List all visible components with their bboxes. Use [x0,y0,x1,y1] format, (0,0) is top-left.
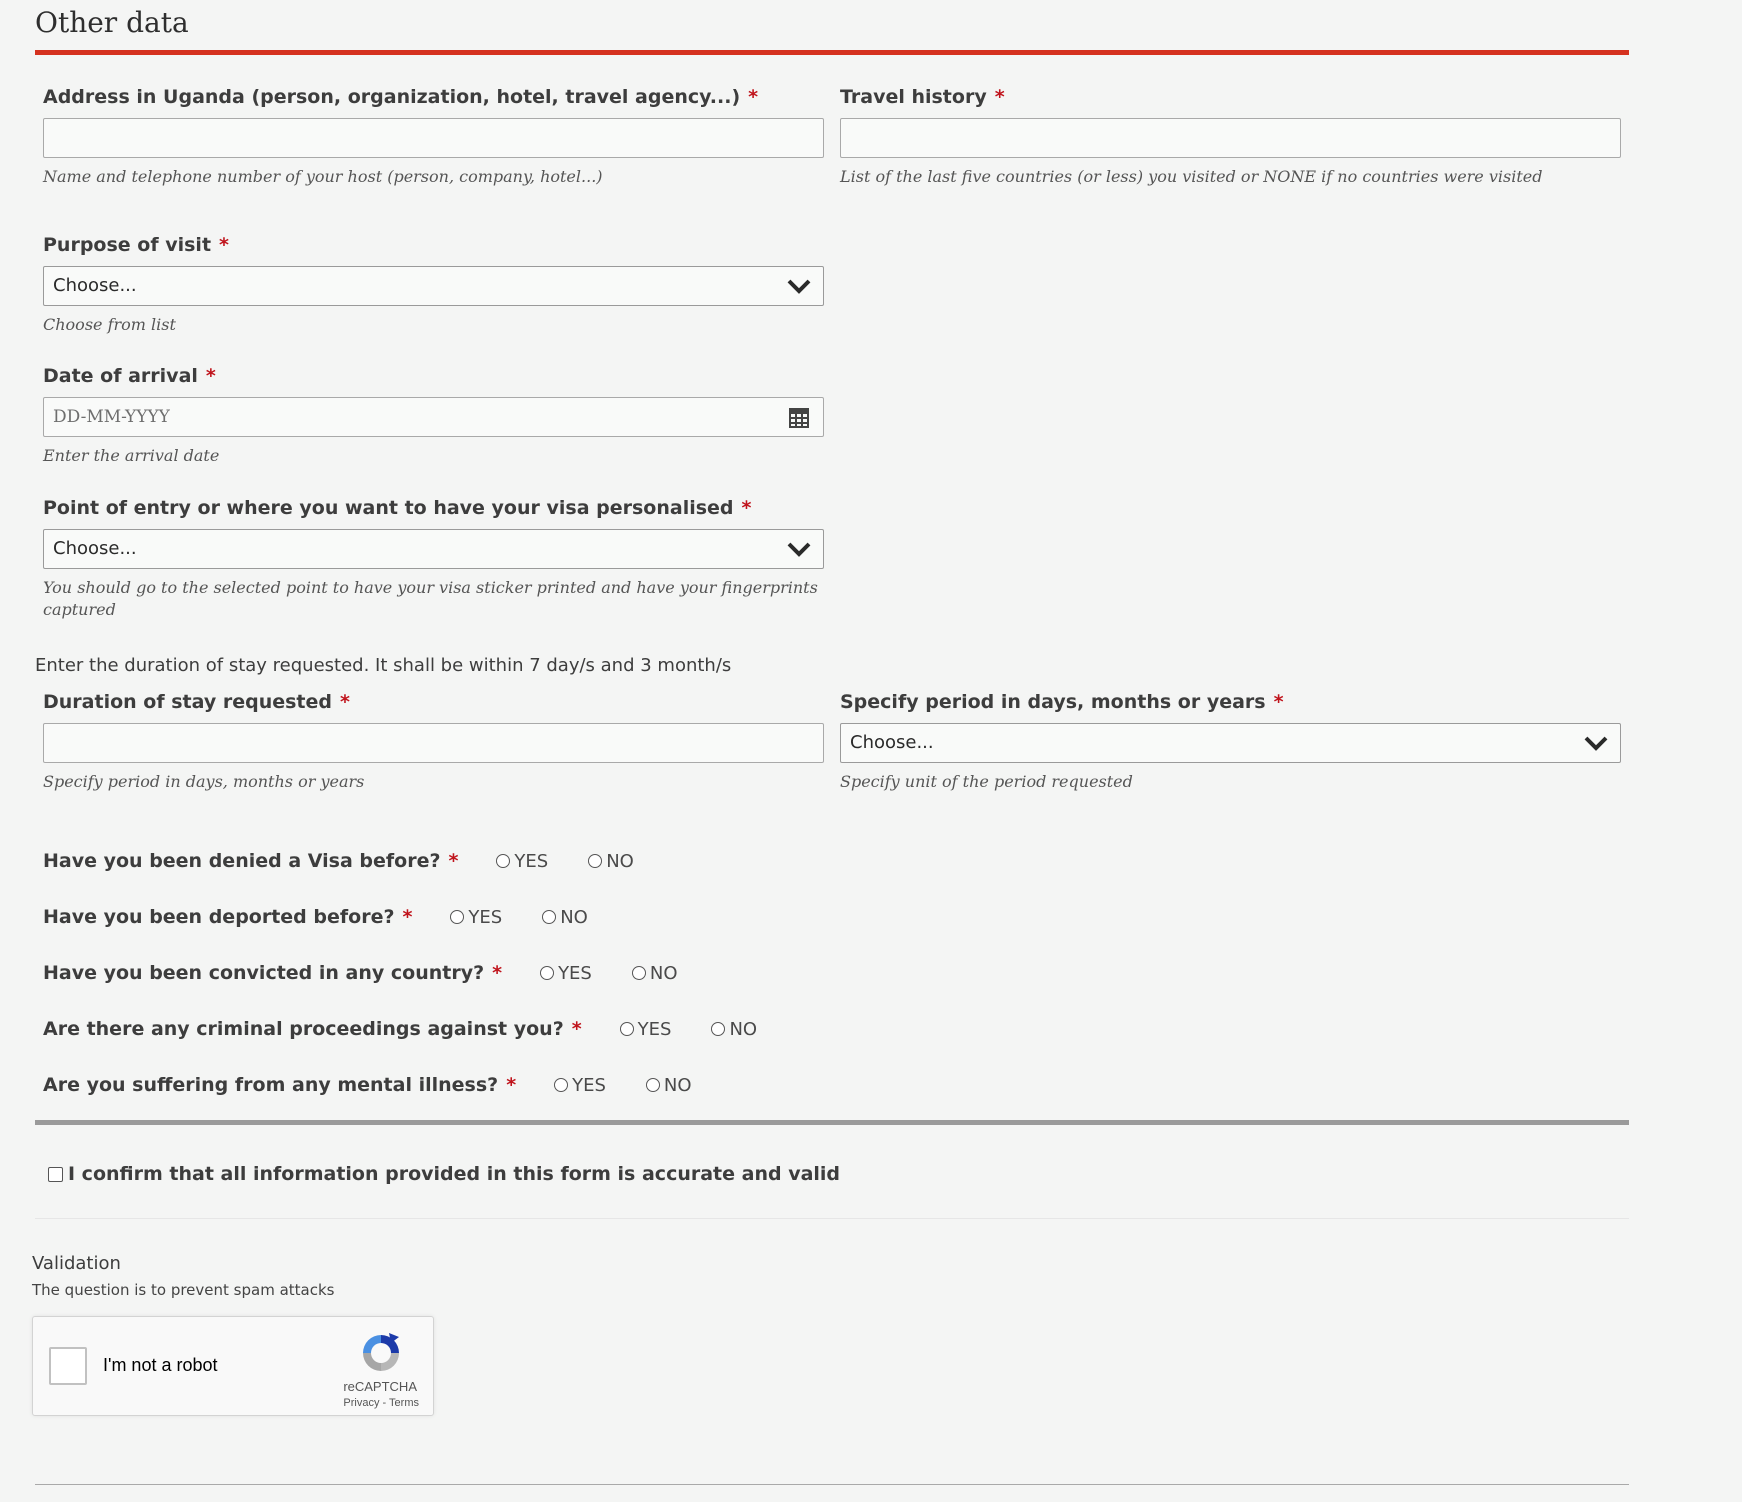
yes-label: YES [468,906,503,928]
no-option[interactable] [632,963,678,984]
no-label: NO [649,962,678,984]
no-option[interactable] [542,907,588,928]
period-unit-selected: Choose... [850,732,934,753]
address-help: Name and telephone number of your host (person, company, hotel...) [43,167,603,186]
section-divider [35,1120,1629,1125]
divider [35,1218,1629,1219]
required-marker: * [340,691,350,713]
chevron-down-icon [787,277,811,295]
period-unit-select[interactable] [840,723,1621,763]
yes-option[interactable] [554,1075,606,1096]
required-marker: * [741,497,752,519]
required-marker: * [402,906,413,928]
arrival-date-input[interactable] [43,397,824,437]
question-label: Have you been denied a Visa before? * [43,850,459,872]
required-marker: * [994,86,1005,108]
validation-title: Validation [32,1253,121,1274]
yes-label: YES [572,1074,606,1096]
no-label: NO [729,1018,758,1040]
question-label: Are there any criminal proceedings against you? * [43,1018,582,1040]
validation-subtitle: The question is to prevent spam attacks [32,1281,335,1299]
radio-button[interactable] [711,1022,725,1036]
purpose-help: Choose from list [43,315,176,334]
divider [35,1484,1629,1485]
travel-history-help: List of the last five countries (or less) you visited or NONE if no countries were visited [840,167,1543,186]
recaptcha-brand: reCAPTCHA [343,1379,417,1394]
radio-button[interactable] [554,1078,568,1092]
duration-label: Duration of stay requested * [43,691,350,713]
question-label: Have you been convicted in any country? * [43,962,503,984]
radio-button[interactable] [450,910,464,924]
address-label: Address in Uganda (person, organization, hotel, travel agency...) * [43,86,759,108]
yes-option[interactable] [620,1019,672,1040]
required-marker: * [571,1018,582,1040]
question-row [43,1018,757,1040]
radio-button[interactable] [588,854,602,868]
yes-label: YES [637,1018,672,1040]
confirm-checkbox[interactable] [48,1167,63,1182]
no-option[interactable] [588,851,634,872]
required-marker: * [748,86,759,108]
address-input[interactable] [43,118,824,158]
yes-option[interactable] [496,851,548,872]
purpose-select[interactable] [43,266,824,306]
duration-help: Specify period in days, months or years [43,772,365,791]
question-row [43,1074,692,1096]
required-marker: * [506,1074,517,1096]
yes-label: YES [514,850,549,872]
chevron-down-icon [1584,734,1608,752]
no-label: NO [663,1074,692,1096]
yes-option[interactable] [540,963,592,984]
section-divider [35,50,1629,55]
arrival-placeholder: DD-MM-YYYY [53,407,170,427]
recaptcha-links[interactable]: Privacy - Terms [343,1397,419,1409]
duration-note: Enter the duration of stay requested. It shall be within 7 day/s and 3 month/s [35,655,732,676]
question-row [43,906,588,928]
travel-history-input[interactable] [840,118,1621,158]
question-label: Are you suffering from any mental illness? * [43,1074,517,1096]
confirm-checkbox-row[interactable] [48,1163,840,1185]
no-label: NO [560,906,588,928]
radio-button[interactable] [540,966,554,980]
required-marker: * [492,962,503,984]
recaptcha-label: I'm not a robot [103,1355,218,1375]
question-label: Have you been deported before? * [43,906,413,928]
required-marker: * [1273,691,1284,713]
recaptcha-logo-icon [359,1331,403,1375]
duration-input[interactable] [43,723,824,763]
entry-point-selected: Choose... [53,538,137,559]
confirm-label: I confirm that all information provided in this form is accurate and valid [68,1163,841,1185]
purpose-selected: Choose... [53,275,137,296]
entry-point-help: You should go to the selected point to have your visa sticker printed and have your fingerprints captured [43,578,818,619]
chevron-down-icon [787,540,811,558]
required-marker: * [219,234,229,256]
section-title: Other data [35,6,189,39]
yes-option[interactable] [450,907,502,928]
question-row [43,850,634,872]
period-unit-help: Specify unit of the period requested [840,772,1133,791]
radio-button[interactable] [632,966,646,980]
yes-label: YES [558,962,592,984]
radio-button[interactable] [496,854,510,868]
required-marker: * [205,365,216,387]
calendar-icon[interactable] [789,408,809,428]
recaptcha-checkbox[interactable] [49,1347,87,1385]
entry-point-select[interactable] [43,529,824,569]
radio-button[interactable] [620,1022,634,1036]
radio-button[interactable] [542,910,556,924]
question-row [43,962,678,984]
period-unit-label: Specify period in days, months or years * [840,691,1284,713]
entry-point-label: Point of entry or where you want to have your visa personalised * [43,497,752,519]
no-option[interactable] [646,1075,692,1096]
no-option[interactable] [711,1019,757,1040]
arrival-label: Date of arrival * [43,365,216,387]
required-marker: * [448,850,459,872]
travel-history-label: Travel history * [840,86,1005,108]
radio-button[interactable] [646,1078,660,1092]
arrival-help: Enter the arrival date [43,446,220,465]
no-label: NO [606,850,634,872]
recaptcha-widget [32,1316,434,1416]
purpose-label: Purpose of visit * [43,234,229,256]
